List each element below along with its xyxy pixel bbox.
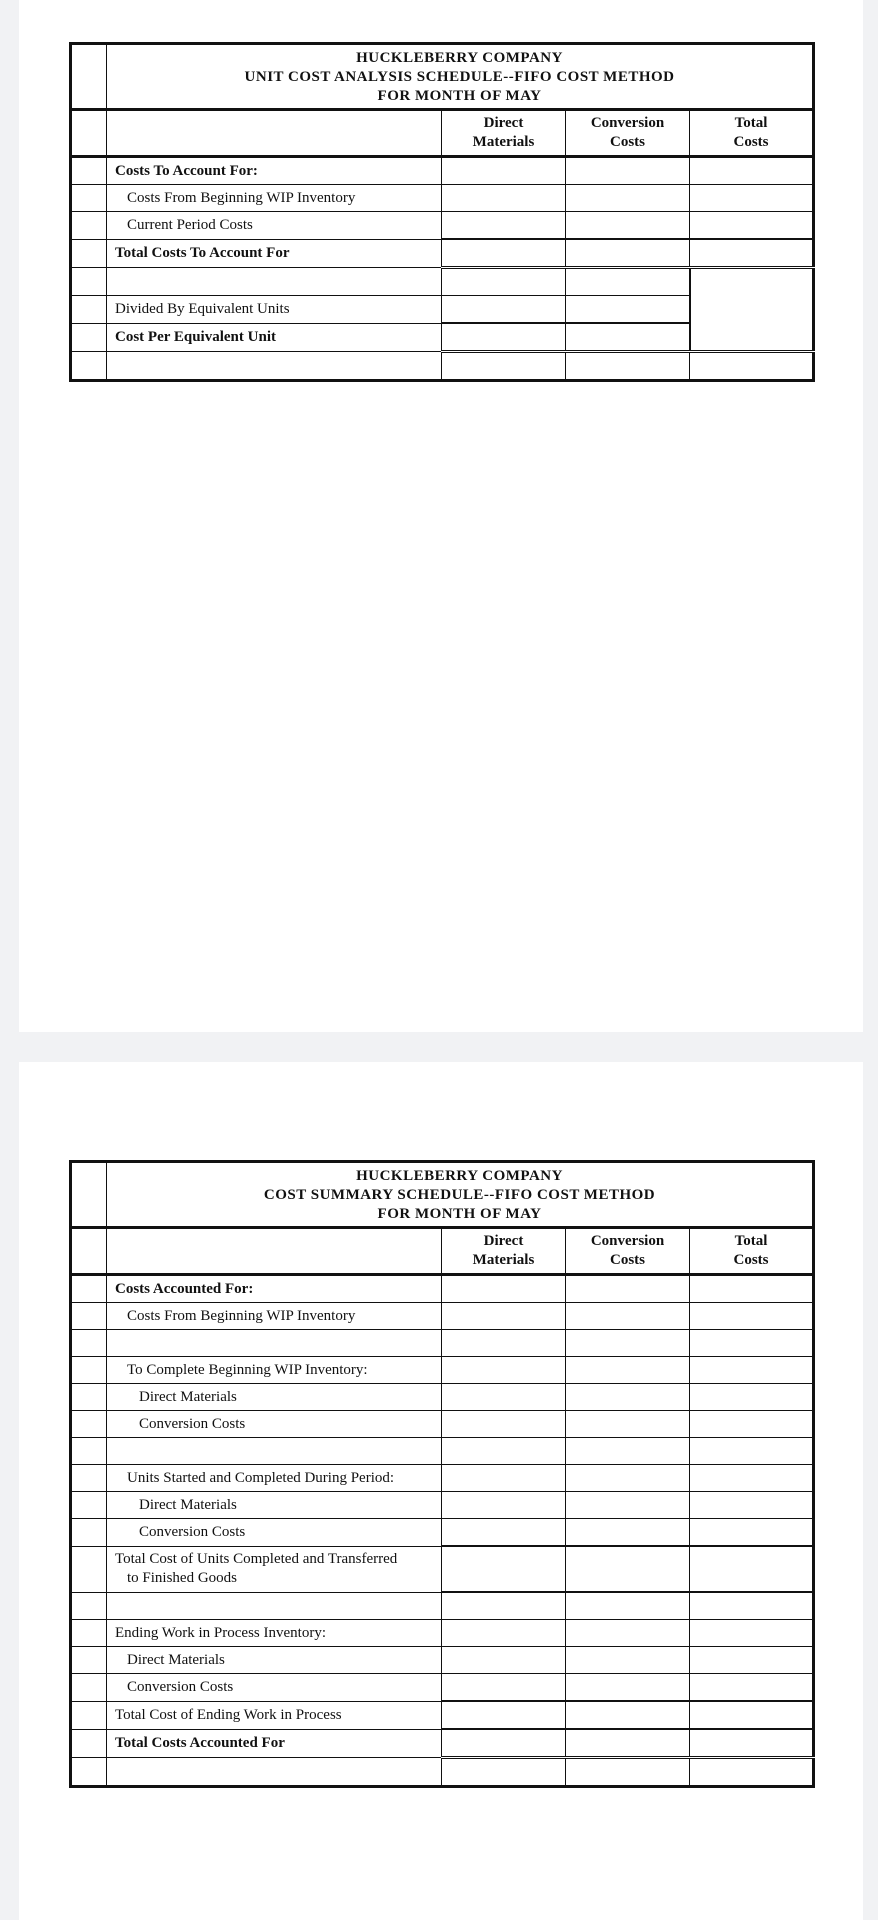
table-row — [71, 185, 814, 212]
row-label: Total Cost of Ending Work in Process — [107, 1701, 442, 1729]
value-cell[interactable] — [690, 1729, 814, 1758]
value-cell[interactable] — [690, 1620, 814, 1647]
value-cell[interactable] — [442, 1758, 566, 1787]
row-marker-cell — [71, 1228, 107, 1275]
value-cell[interactable] — [442, 185, 566, 212]
value-cell[interactable] — [442, 1492, 566, 1519]
value-cell[interactable] — [690, 1303, 814, 1330]
table-row — [71, 1519, 814, 1547]
table-row — [71, 1275, 814, 1303]
value-cell[interactable] — [442, 1330, 566, 1357]
schedule-title: COST SUMMARY SCHEDULE--FIFO COST METHOD — [263, 1187, 656, 1203]
value-cell[interactable] — [442, 1592, 566, 1620]
value-cell[interactable] — [566, 212, 690, 240]
value-cell[interactable] — [566, 1357, 690, 1384]
value-cell[interactable] — [690, 1275, 814, 1303]
column-header-row — [71, 110, 814, 157]
row-label: Current Period Costs — [107, 212, 442, 240]
value-cell[interactable] — [690, 1674, 814, 1702]
row-label: Ending Work in Process Inventory: — [107, 1620, 442, 1647]
value-cell[interactable] — [566, 296, 690, 324]
value-cell[interactable] — [690, 1492, 814, 1519]
value-cell[interactable] — [442, 1384, 566, 1411]
value-cell[interactable] — [690, 1465, 814, 1492]
cost-summary-table — [69, 1160, 815, 1788]
table-row — [71, 1729, 814, 1758]
row-label — [107, 1758, 442, 1787]
header-total-costs: Total Costs — [690, 110, 814, 157]
value-cell[interactable] — [442, 1519, 566, 1547]
value-cell[interactable] — [566, 352, 690, 381]
row-label: Direct Materials — [107, 1384, 442, 1411]
table-row — [71, 1438, 814, 1465]
schedule-period: FOR MONTH OF MAY — [377, 1206, 542, 1222]
header-direct-materials: Direct Materials — [442, 1228, 566, 1275]
value-cell[interactable] — [442, 296, 566, 324]
table-row — [71, 212, 814, 240]
value-cell[interactable] — [566, 1701, 690, 1729]
value-cell[interactable] — [566, 1438, 690, 1465]
value-cell[interactable] — [566, 1647, 690, 1674]
row-label: To Complete Beginning WIP Inventory: — [107, 1357, 442, 1384]
value-cell[interactable] — [566, 268, 690, 296]
value-cell[interactable] — [566, 1330, 690, 1357]
table-row — [71, 352, 814, 381]
table-row — [71, 1384, 814, 1411]
table-title-row — [71, 44, 814, 110]
value-cell[interactable] — [566, 1519, 690, 1547]
value-cell[interactable] — [566, 1384, 690, 1411]
value-cell[interactable] — [442, 1674, 566, 1702]
unit-cost-analysis-table — [69, 42, 815, 382]
value-cell[interactable] — [690, 1357, 814, 1384]
table-row — [71, 157, 814, 185]
value-cell[interactable] — [442, 1275, 566, 1303]
value-cell[interactable] — [566, 1492, 690, 1519]
value-cell[interactable] — [690, 1701, 814, 1729]
table-title-row — [71, 1162, 814, 1228]
row-label: Total Costs Accounted For — [107, 1729, 442, 1758]
value-cell[interactable] — [690, 1647, 814, 1674]
table-row — [71, 1411, 814, 1438]
value-cell[interactable] — [566, 1465, 690, 1492]
value-cell[interactable] — [690, 1546, 814, 1592]
row-label: Units Started and Completed During Period: — [107, 1465, 442, 1492]
value-cell[interactable] — [690, 352, 814, 381]
table-title — [107, 1162, 814, 1228]
table-row — [71, 1330, 814, 1357]
row-label: Conversion Costs — [107, 1411, 442, 1438]
value-cell[interactable] — [442, 1620, 566, 1647]
value-cell[interactable] — [566, 1303, 690, 1330]
schedule-period: FOR MONTH OF MAY — [377, 88, 542, 104]
header-conversion-costs: Conversion Costs — [566, 1228, 690, 1275]
label-header-cell — [107, 110, 442, 157]
row-label: Cost Per Equivalent Unit — [107, 323, 442, 352]
value-cell[interactable] — [566, 1411, 690, 1438]
header-conversion-costs: Conversion Costs — [566, 110, 690, 157]
row-label: Divided By Equivalent Units — [107, 296, 442, 324]
value-cell[interactable] — [442, 1411, 566, 1438]
value-cell[interactable] — [566, 1620, 690, 1647]
row-label — [107, 1592, 442, 1620]
value-cell[interactable] — [442, 239, 566, 268]
table-row — [71, 1357, 814, 1384]
table-row — [71, 1303, 814, 1330]
header-direct-materials: Direct Materials — [442, 110, 566, 157]
merged-empty-cell — [690, 268, 814, 352]
table-row — [71, 1647, 814, 1674]
company-name: HUCKLEBERRY COMPANY — [356, 50, 563, 66]
value-cell[interactable] — [442, 352, 566, 381]
table-row — [71, 1620, 814, 1647]
label-header-cell — [107, 1228, 442, 1275]
table-row — [71, 1546, 814, 1592]
value-cell[interactable] — [566, 1674, 690, 1702]
value-cell[interactable] — [690, 1758, 814, 1787]
value-cell[interactable] — [442, 1357, 566, 1384]
value-cell[interactable] — [442, 323, 566, 352]
row-marker-cell — [71, 44, 107, 110]
value-cell[interactable] — [690, 212, 814, 240]
page-2 — [19, 1062, 863, 1920]
value-cell[interactable] — [442, 157, 566, 185]
row-marker-cell — [71, 1162, 107, 1228]
row-label: Total Costs To Account For — [107, 239, 442, 268]
value-cell[interactable] — [442, 1546, 566, 1592]
row-label: Conversion Costs — [107, 1519, 442, 1547]
value-cell[interactable] — [566, 1758, 690, 1787]
row-label: Conversion Costs — [107, 1674, 442, 1702]
value-cell[interactable] — [566, 185, 690, 212]
row-marker-cell — [71, 110, 107, 157]
value-cell[interactable] — [442, 1647, 566, 1674]
value-cell[interactable] — [566, 1592, 690, 1620]
value-cell[interactable] — [690, 1438, 814, 1465]
table-row — [71, 268, 814, 296]
row-label — [107, 1438, 442, 1465]
row-label: Costs To Account For: — [107, 157, 442, 185]
table-row — [71, 1701, 814, 1729]
value-cell[interactable] — [442, 1701, 566, 1729]
value-cell[interactable] — [442, 1729, 566, 1758]
value-cell[interactable] — [566, 239, 690, 268]
value-cell[interactable] — [442, 1465, 566, 1492]
value-cell[interactable] — [566, 1275, 690, 1303]
table-row — [71, 1465, 814, 1492]
table-title — [107, 44, 814, 110]
value-cell[interactable] — [690, 1592, 814, 1620]
value-cell[interactable] — [690, 1411, 814, 1438]
value-cell[interactable] — [442, 1438, 566, 1465]
value-cell[interactable] — [566, 1546, 690, 1592]
table-row — [71, 1492, 814, 1519]
value-cell[interactable] — [690, 1384, 814, 1411]
row-label: Costs Accounted For: — [107, 1275, 442, 1303]
value-cell[interactable] — [566, 157, 690, 185]
row-label — [107, 268, 442, 296]
value-cell[interactable] — [566, 1729, 690, 1758]
row-label — [107, 352, 442, 381]
row-label: Total Cost of Units Completed and Transferred to Finished Goods — [107, 1546, 442, 1592]
row-label: Direct Materials — [107, 1492, 442, 1519]
value-cell[interactable] — [442, 212, 566, 240]
table-row — [71, 1758, 814, 1787]
value-cell[interactable] — [442, 1303, 566, 1330]
value-cell[interactable] — [690, 185, 814, 212]
value-cell[interactable] — [442, 268, 566, 296]
row-label — [107, 1330, 442, 1357]
company-name: HUCKLEBERRY COMPANY — [356, 1168, 563, 1184]
page-1 — [19, 0, 863, 1032]
value-cell[interactable] — [690, 1330, 814, 1357]
table-row — [71, 1674, 814, 1702]
schedule-title: UNIT COST ANALYSIS SCHEDULE--FIFO COST METHOD — [244, 69, 675, 85]
row-label: Direct Materials — [107, 1647, 442, 1674]
value-cell[interactable] — [690, 157, 814, 185]
value-cell[interactable] — [690, 239, 814, 268]
table-row — [71, 1592, 814, 1620]
table-row — [71, 239, 814, 268]
value-cell[interactable] — [690, 1519, 814, 1547]
row-label: Costs From Beginning WIP Inventory — [107, 185, 442, 212]
header-total-costs: Total Costs — [690, 1228, 814, 1275]
row-label: Costs From Beginning WIP Inventory — [107, 1303, 442, 1330]
column-header-row — [71, 1228, 814, 1275]
value-cell[interactable] — [566, 323, 690, 352]
